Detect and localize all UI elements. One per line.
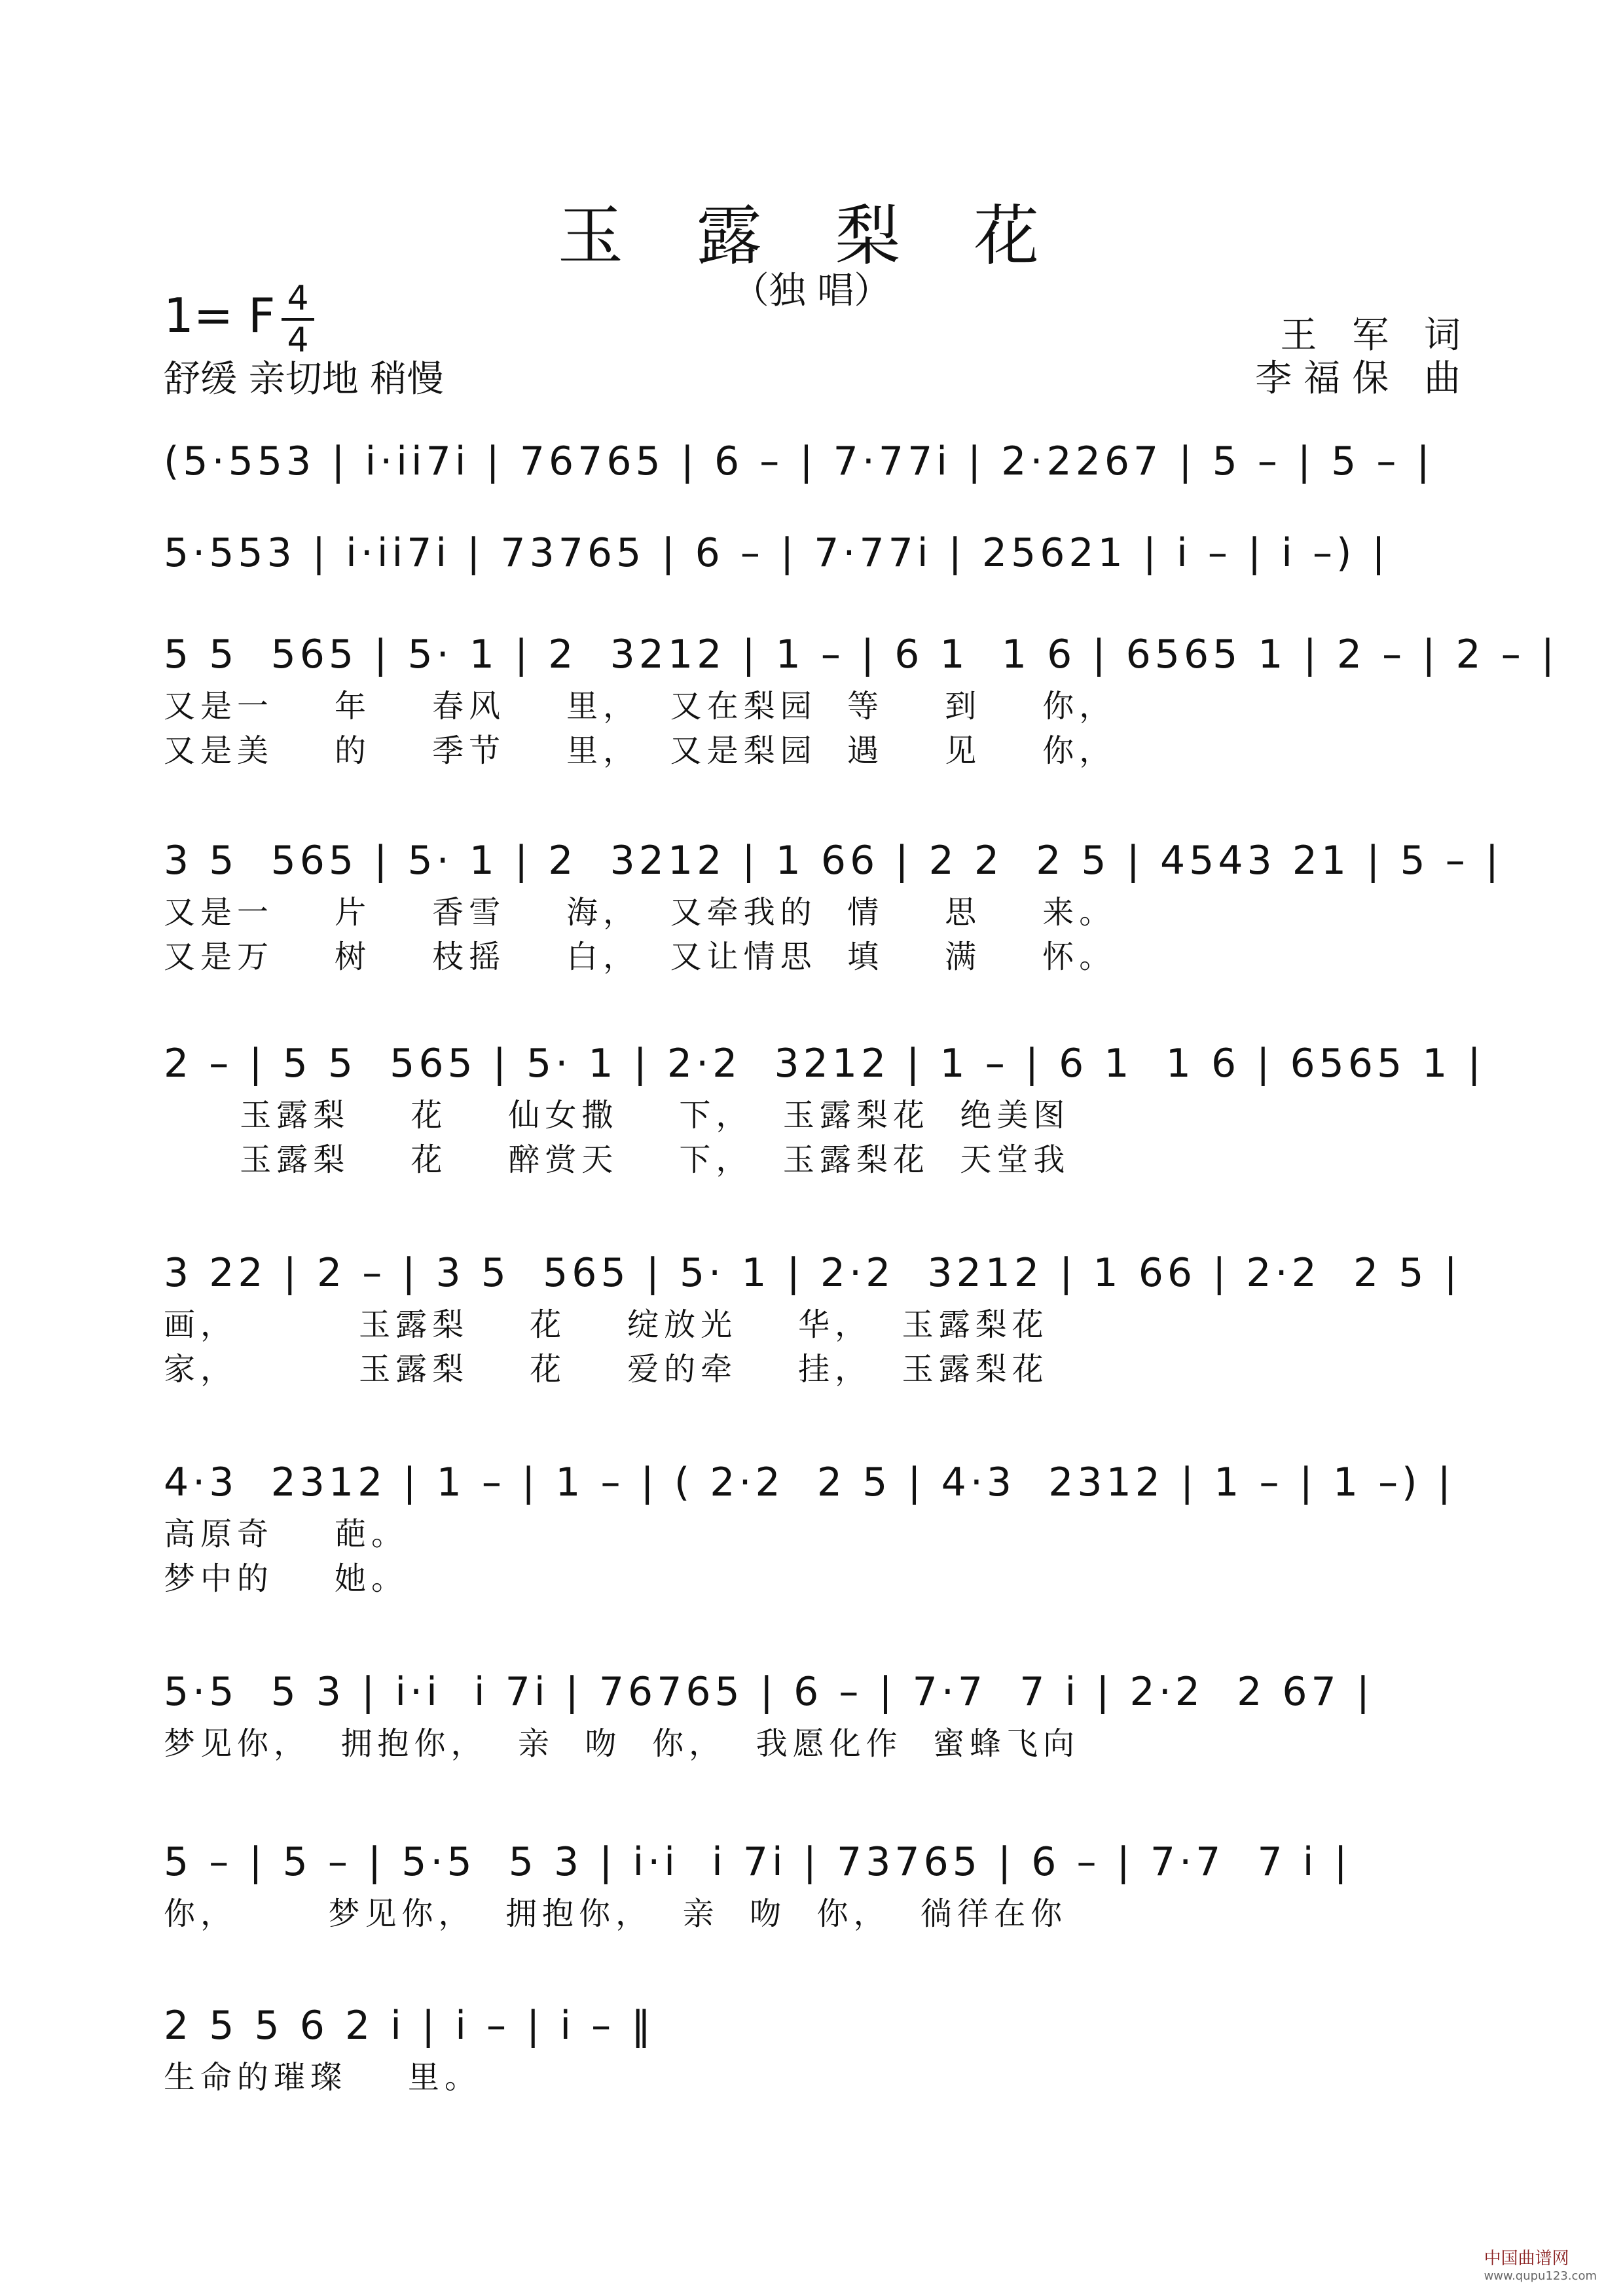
tempo-marking: 舒缓 亲切地 稍慢	[164, 358, 444, 401]
notation-line: 5 – | 5 – | 5·5 5 3 | i·i i 7i | 73765 | 6 – | 7·7 7 i |	[164, 1839, 1351, 1885]
lyric-line: 你， 梦见你， 拥抱你， 亲 吻 你， 徜徉在你	[164, 1895, 1068, 1932]
score-system-10	[164, 1996, 1467, 2100]
lyric-line-verse-1: 画， 玉露梨 花 绽放光 华， 玉露梨花	[164, 1306, 1049, 1343]
notation-line: 3 22 | 2 – | 3 5 565 | 5· 1 | 2·2 3212 | 1 66 | 2·2 2 5 |	[164, 1250, 1461, 1296]
score-system-1	[164, 432, 1467, 491]
time-signature-bottom: 4	[287, 321, 309, 360]
lyric-line-verse-2: 梦中的 她。	[164, 1560, 409, 1597]
lyric-line-verse-1: 高原奇 葩。	[164, 1516, 409, 1552]
lyricist-credit: 王 军 词	[1280, 314, 1472, 357]
score-system-3	[164, 625, 1559, 773]
key-signature: 1= F	[164, 288, 276, 343]
credits	[1255, 314, 1472, 401]
notation-line: 2 5 5 6 2 i | i – | i – ‖	[164, 2003, 655, 2049]
lyric-line-verse-2: 家， 玉露梨 花 爱的牵 挂， 玉露梨花	[164, 1351, 1049, 1388]
notation-line: 4·3 2312 | 1 – | 1 – | ( 2·2 2 5 | 4·3 2312 | 1 – | 1 –) |	[164, 1460, 1455, 1505]
lyric-line-verse-1: 又是一 年 春风 里， 又在梨园 等 到 你，	[164, 688, 1116, 725]
score-system-8	[164, 1662, 1467, 1766]
song-subtitle: （独 唱）	[732, 270, 891, 312]
score-system-2	[164, 524, 1467, 583]
watermark-url: www.qupu123.com	[1484, 2269, 1597, 2283]
lyric-line-verse-2: 玉露梨 花 醉赏天 下， 玉露梨花 天堂我	[164, 1141, 1070, 1178]
score-system-6	[164, 1244, 1467, 1391]
time-signature-top: 4	[287, 279, 309, 318]
notation-line: 3 5 565 | 5· 1 | 2 3212 | 1 66 | 2 2 2 5 | 4543 21 | 5 – |	[164, 838, 1503, 884]
score-system-7	[164, 1453, 1467, 1601]
notation-line: 5·553 | i·ii7i | 73765 | 6 – | 7·77i | 25621 | i – | i –) |	[164, 530, 1389, 576]
lyric-line-verse-1: 又是一 片 香雪 海， 又牵我的 情 思 来。	[164, 894, 1116, 931]
notation-line: 5 5 565 | 5· 1 | 2 3212 | 1 – | 6 1 1 6 | 6565 1 | 2 – | 2 – |	[164, 632, 1559, 677]
notation-line: (5·553 | i·ii7i | 76765 | 6 – | 7·77i | 2·2267 | 5 – | 5 – |	[164, 439, 1434, 484]
score-system-9	[164, 1833, 1467, 1936]
time-signature	[282, 280, 314, 359]
lyric-line: 生命的璀璨 里。	[164, 2059, 482, 2096]
song-title: 玉 露 梨 花	[557, 198, 1066, 274]
lyric-line: 梦见你， 拥抱你， 亲 吻 你， 我愿化作 蜜蜂飞向	[164, 1725, 1080, 1762]
composer-credit: 李福保 曲	[1255, 357, 1472, 400]
notation-line: 2 – | 5 5 565 | 5· 1 | 2·2 3212 | 1 – | 6 1 1 6 | 6565 1 |	[164, 1041, 1485, 1086]
lyric-line-verse-2: 又是万 树 枝摇 白， 又让情思 填 满 怀。	[164, 939, 1116, 975]
score-system-4	[164, 831, 1503, 979]
lyric-line-verse-2: 又是美 的 季节 里， 又是梨园 遇 见 你，	[164, 732, 1116, 769]
site-watermark	[1484, 2245, 1597, 2283]
lyric-line-verse-1: 玉露梨 花 仙女撒 下， 玉露梨花 绝美图	[164, 1097, 1070, 1134]
notation-line: 5·5 5 3 | i·i i 7i | 76765 | 6 – | 7·7 7 i | 2·2 2 67 |	[164, 1669, 1374, 1715]
watermark-name: 中国曲谱网	[1484, 2249, 1569, 2269]
score-system-5	[164, 1034, 1485, 1182]
